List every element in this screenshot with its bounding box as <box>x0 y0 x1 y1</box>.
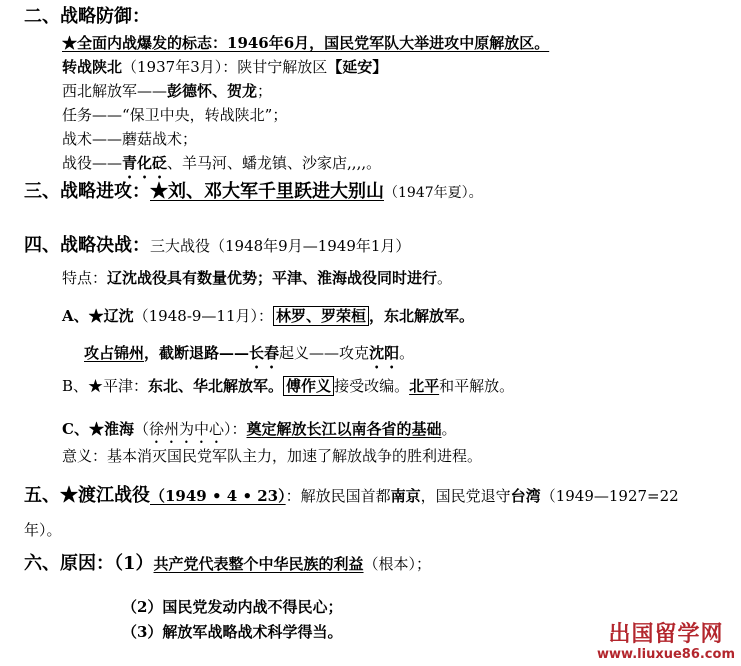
watermark-logo <box>597 622 735 662</box>
section-4-rest: 三大战役（1948年9月—1949年1月） <box>150 237 411 255</box>
crossing-date: （1949 • 4 • 23） <box>150 487 286 505</box>
qinghuabian: 青化砭 <box>122 154 168 172</box>
reason-1-tail: （根本）； <box>363 555 432 573</box>
feature-end: 。 <box>437 269 453 287</box>
section-5-text3: （1949—1927=22 <box>540 487 679 505</box>
huaihai-colon: ： <box>231 420 247 438</box>
fu-zuoyi: 傅作义 <box>283 376 334 396</box>
army-suffix: ； <box>257 82 273 100</box>
beiping: 北平 <box>409 377 440 395</box>
huaihai-content: 奠定解放长江以南各省的基础 <box>246 420 442 438</box>
nanjing: 南京 <box>390 487 421 505</box>
uprising: 起义——攻克 <box>279 344 370 362</box>
section-3 <box>24 181 483 203</box>
pingjin-line <box>62 376 514 396</box>
huaihai-line <box>62 419 457 447</box>
section-5-label: 五、★渡江战役 <box>24 485 150 506</box>
pingjin-label: B、★平津： <box>62 377 149 395</box>
section-6-label: 六、原因：（1） <box>24 553 154 574</box>
shaanbei-detail: （1937年3月）：陕甘宁解放区 <box>122 58 328 76</box>
section-3-content: ★刘、邓大军千里跃进大别山 <box>150 181 384 202</box>
watermark-title: 出国留学网 <box>608 622 724 647</box>
section-2-line-army <box>62 81 272 101</box>
section-2-line-outbreak <box>62 33 549 53</box>
section-5-text1: ：解放民国首都 <box>285 487 391 505</box>
reason-1: 共产党代表整个中华民族的利益 <box>153 555 364 573</box>
outbreak-sign: ★全面内战爆发的标志：1946年6月，国民党军队大举进攻中原解放区。 <box>62 34 550 52</box>
taiwan: 台湾 <box>510 487 541 505</box>
section-5-text2: ，国民党退守 <box>420 487 511 505</box>
section-3-label: 三、战略进攻： <box>24 181 150 202</box>
shaanbei-label: 转战陕北 <box>62 58 123 76</box>
pingjin-reorg: 接受改编。 <box>334 377 410 395</box>
section-5 <box>24 485 679 507</box>
jinzhou: 攻占锦州 <box>84 344 145 362</box>
army-prefix: 西北解放军—— <box>62 82 168 100</box>
reason-2: （2）国民党发动内战不得民心； <box>122 598 343 616</box>
huaihai-center: （徐州为中心） <box>133 420 232 438</box>
liaoshen-label: A、★辽沈 <box>62 307 134 325</box>
section-2-line-shaanbei <box>62 57 387 77</box>
cut-retreat: ，截断退路—— <box>144 344 250 362</box>
changchun: 长春 <box>249 344 280 362</box>
liaoshen-end: 。 <box>399 344 415 362</box>
battles-rest: 、羊马河、蟠龙镇、沙家店,,,,。 <box>167 154 382 172</box>
section-2-title: 二、战略防御： <box>24 6 150 27</box>
meaning-line: 意义：基本消灭国民党军队主力，加速了解放战争的胜利进程。 <box>62 447 483 465</box>
army-leaders: 彭德怀、贺龙 <box>167 82 258 100</box>
pingjin-end: 和平解放。 <box>439 377 515 395</box>
section-4-feature <box>62 268 452 288</box>
battles-prefix: 战役—— <box>62 154 123 172</box>
liaoshen-line <box>62 306 474 326</box>
feature-label: 特点： <box>62 269 108 287</box>
shenyang: 沈阳 <box>369 344 400 362</box>
reason-3: （3）解放军战略战术科学得当。 <box>122 623 343 641</box>
watermark-url: www.liuxue86.com <box>597 647 735 662</box>
section-5-wrap: 年）。 <box>24 521 62 539</box>
liaoshen-date: （1948-9—11月）： <box>133 307 274 325</box>
section-2-line-task: 任务——“保卫中央，转战陕北”； <box>62 106 288 124</box>
section-4-title <box>24 235 410 257</box>
yanan-label: 【延安】 <box>327 58 388 76</box>
huaihai-label: C、★淮海 <box>62 420 134 438</box>
section-6 <box>24 553 431 575</box>
liaoshen-army: ，东北解放军。 <box>369 307 475 325</box>
section-2-line-battles <box>62 153 381 182</box>
section-2-line-tactic: 战术——蘑菇战术； <box>62 130 198 148</box>
section-3-time: （1947年夏）。 <box>384 185 483 201</box>
huaihai-end: 。 <box>441 420 457 438</box>
liaoshen-commanders: 林罗、罗荣桓 <box>273 306 369 326</box>
feature-content: 辽沈战役具有数量优势；平津、淮海战役同时进行 <box>107 269 438 287</box>
section-4-label: 四、战略决战： <box>24 235 150 256</box>
liaoshen-progress <box>84 343 414 372</box>
pingjin-army: 东北、华北解放军。 <box>148 377 284 395</box>
